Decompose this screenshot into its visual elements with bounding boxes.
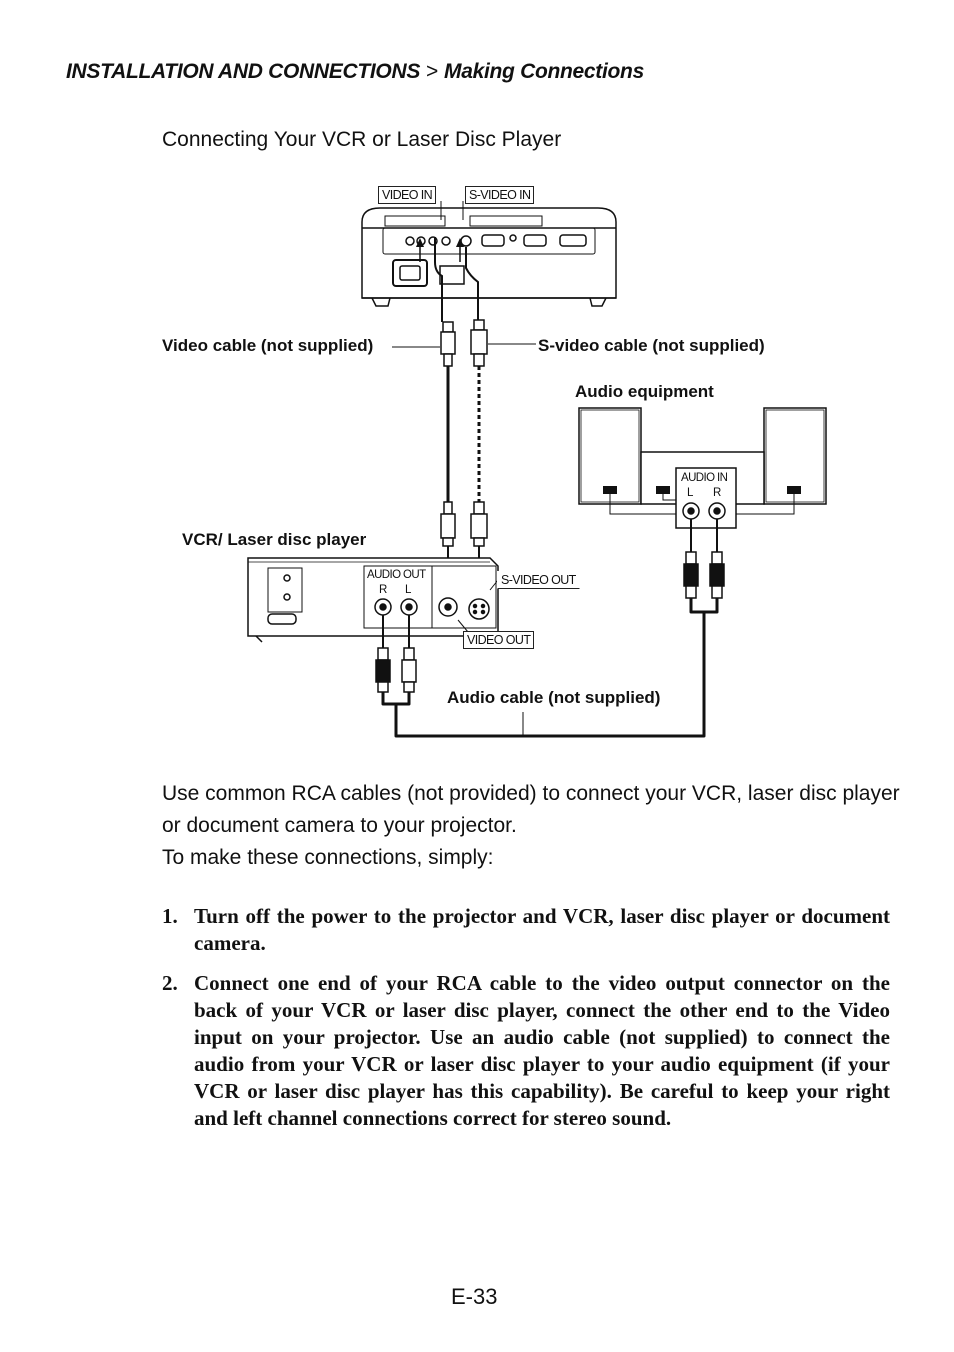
label-audio-in: AUDIO IN <box>681 472 728 484</box>
audio-equipment-illustration <box>579 408 826 528</box>
label-vcr: VCR/ Laser disc player <box>182 530 367 549</box>
label-audio-in-l: L <box>687 487 693 499</box>
intro-paragraph: Use common RCA cables (not provided) to connect your VCR, laser disc player or document camera to your projector. <box>162 782 900 837</box>
label-audio-in-r: R <box>713 487 721 499</box>
page-number: E-33 <box>451 1284 498 1309</box>
label-svideo-in: S-VIDEO IN <box>465 186 534 204</box>
label-video-in: VIDEO IN <box>378 186 436 204</box>
list-item <box>162 970 890 1132</box>
video-cable-plug-top <box>441 322 455 366</box>
label-audio-out-r: R <box>379 584 387 596</box>
label-audio-out: AUDIO OUT <box>367 569 426 581</box>
header-section: INSTALLATION AND CONNECTIONS <box>66 60 421 83</box>
label-audio-cable: Audio cable (not supplied) <box>447 688 661 707</box>
intro-instruction: To make these connections, simply: <box>162 846 494 869</box>
svideo-cable-plug-top <box>471 320 487 366</box>
label-svideo-cable: S-video cable (not supplied) <box>538 336 765 355</box>
label-video-out: VIDEO OUT <box>463 631 534 649</box>
intro-text <box>162 778 902 874</box>
step-text: Turn off the power to the projector and VCR, laser disc player or document camera. <box>194 904 890 955</box>
label-audio-equipment: Audio equipment <box>575 382 714 401</box>
section-subtitle: Connecting Your VCR or Laser Disc Player <box>162 128 562 151</box>
label-svideo-out: S-VIDEO OUT <box>497 571 580 589</box>
header-subsection: Making Connections <box>444 60 644 83</box>
audio-plugs-equipment <box>684 519 724 598</box>
label-audio-out-l: L <box>405 584 411 596</box>
list-item <box>162 903 890 957</box>
step-text: Connect one end of your RCA cable to the video output connector on the back of your VCR or laser disc player, connect the other end to the Video input on your projector. Use an audio cable (not supplied) to connect the audio from your VCR or laser disc player to your audio equipment (if your VCR or laser disc player has this capability). Be careful to keep your right and left channel connections correct for stereo sound. <box>194 971 890 1130</box>
label-video-cable: Video cable (not supplied) <box>162 336 374 355</box>
step-number: 1. <box>162 904 178 928</box>
steps-list <box>162 903 890 1145</box>
projector-illustration <box>362 208 616 306</box>
step-number: 2. <box>162 971 178 995</box>
header-separator: > <box>426 60 438 83</box>
